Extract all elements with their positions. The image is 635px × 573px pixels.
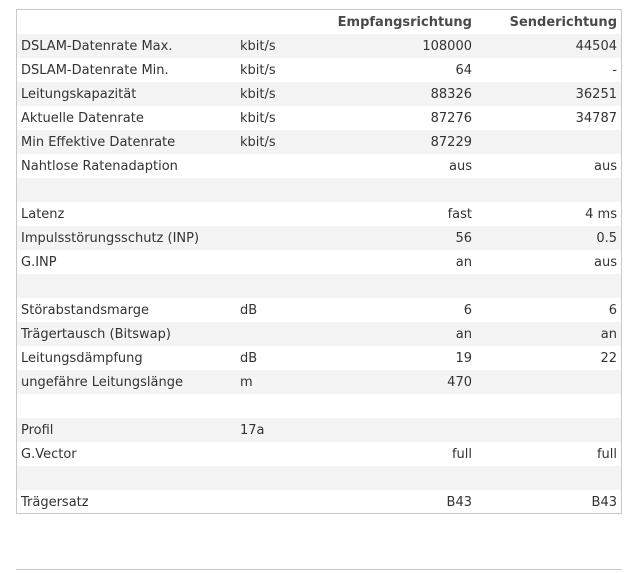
header-downstream: Empfangsrichtung	[337, 14, 472, 30]
row-unit: kbit/s	[240, 62, 276, 78]
row-upstream-value: 4 ms	[585, 206, 617, 222]
row-upstream-value: 6	[608, 302, 617, 318]
table-row	[17, 346, 621, 370]
row-unit: kbit/s	[240, 110, 276, 126]
row-label: G.Vector	[21, 446, 77, 462]
row-upstream-value: B43	[591, 494, 617, 510]
row-downstream-value: fast	[447, 206, 472, 222]
table-row	[17, 250, 621, 274]
row-unit: dB	[240, 302, 258, 318]
row-label: G.INP	[21, 254, 57, 270]
dsl-info-table	[16, 9, 622, 514]
row-unit: kbit/s	[240, 38, 276, 54]
table-row	[17, 34, 621, 58]
row-upstream-value: aus	[594, 254, 617, 270]
row-downstream-value: 87276	[430, 110, 472, 126]
table-row	[17, 226, 621, 250]
row-downstream-value: 470	[447, 374, 472, 390]
row-downstream-value: B43	[446, 494, 472, 510]
table-row	[17, 298, 621, 322]
row-unit: kbit/s	[240, 86, 276, 102]
row-label: Profil	[21, 422, 54, 438]
row-upstream-value: 36251	[575, 86, 617, 102]
row-label: Leitungsdämpfung	[21, 350, 143, 366]
row-downstream-value: 56	[455, 230, 472, 246]
header-upstream: Senderichtung	[509, 14, 617, 30]
table-row	[17, 178, 621, 202]
row-unit: m	[240, 374, 253, 390]
row-upstream-value: 44504	[575, 38, 617, 54]
row-label: Min Effektive Datenrate	[21, 134, 176, 150]
row-upstream-value: an	[600, 326, 617, 342]
table-row	[17, 274, 621, 298]
table-row	[17, 370, 621, 394]
table-header-row	[17, 10, 621, 34]
row-downstream-value: 87229	[430, 134, 472, 150]
row-label: DSLAM-Datenrate Min.	[21, 62, 169, 78]
row-label: Störabstandsmarge	[21, 302, 149, 318]
row-upstream-value: full	[596, 446, 617, 462]
row-downstream-value: 19	[455, 350, 472, 366]
row-upstream-value: aus	[594, 158, 617, 174]
row-unit: dB	[240, 350, 258, 366]
row-downstream-value: aus	[449, 158, 472, 174]
table-row	[17, 202, 621, 226]
row-downstream-value: 88326	[430, 86, 472, 102]
table-body	[17, 34, 621, 514]
table-row	[17, 490, 621, 514]
row-label: ungefähre Leitungslänge	[21, 374, 183, 390]
row-upstream-value: -	[612, 62, 617, 78]
table-row	[17, 130, 621, 154]
row-downstream-value: an	[455, 254, 472, 270]
row-upstream-value: 22	[600, 350, 617, 366]
row-downstream-value: 64	[455, 62, 472, 78]
row-label: Aktuelle Datenrate	[21, 110, 144, 126]
table-row	[17, 394, 621, 418]
row-label: Leitungskapazität	[21, 86, 137, 102]
table-row	[17, 442, 621, 466]
row-downstream-value: 108000	[422, 38, 472, 54]
row-downstream-value: an	[455, 326, 472, 342]
table-row	[17, 418, 621, 442]
table-row	[17, 82, 621, 106]
row-unit: 17a	[240, 422, 265, 438]
row-unit: kbit/s	[240, 134, 276, 150]
table-row	[17, 58, 621, 82]
row-upstream-value: 0.5	[596, 230, 617, 246]
row-label: Trägersatz	[21, 494, 89, 510]
row-downstream-value: full	[451, 446, 472, 462]
table-row	[17, 154, 621, 178]
row-label: Trägertausch (Bitswap)	[21, 326, 171, 342]
row-upstream-value: 34787	[575, 110, 617, 126]
row-downstream-value: 6	[463, 302, 472, 318]
row-label: Latenz	[21, 206, 65, 222]
table-row	[17, 322, 621, 346]
table-row	[17, 466, 621, 490]
table-row	[17, 106, 621, 130]
row-label: Impulsstörungsschutz (INP)	[21, 230, 200, 246]
next-panel-border	[16, 569, 622, 570]
row-label: DSLAM-Datenrate Max.	[21, 38, 173, 54]
row-label: Nahtlose Ratenadaption	[21, 158, 178, 174]
